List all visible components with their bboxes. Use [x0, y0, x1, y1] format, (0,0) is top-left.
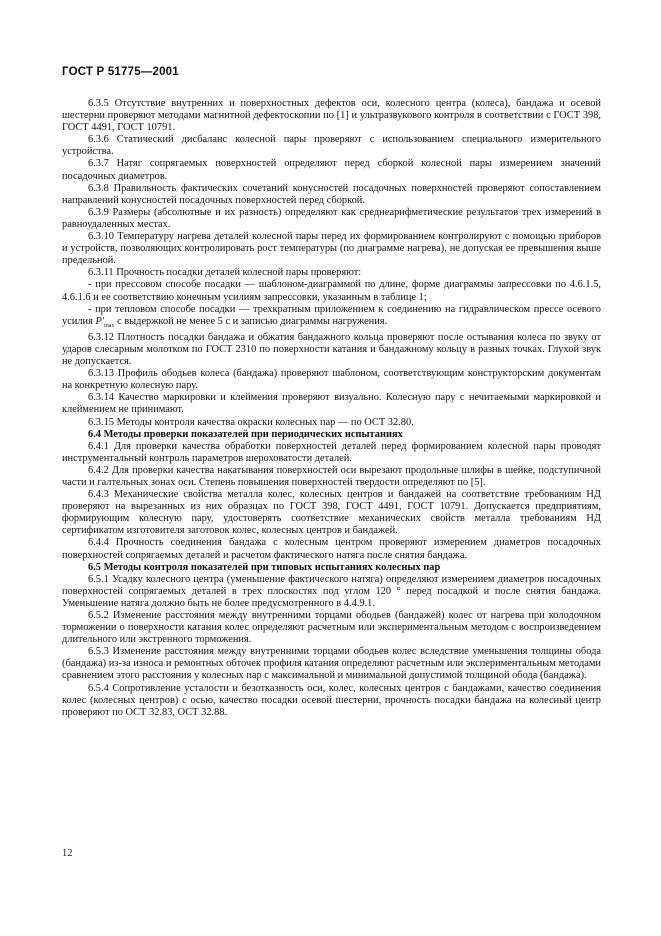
paragraph-6-4-2: 6.4.2 Для проверки качества накатывания поверхностей оси вырезают продольные шлифы в шейке, подступичной части и галтельных зонах оси. Степень повышения поверхностей твердости определяют по [5].: [62, 464, 601, 488]
force-symbol: [96, 316, 115, 327]
paragraph-6-3-10: 6.3.10 Температуру нагрева деталей колесной пары перед их формированием контролируют с помощью приборов и устройств, позволяющих контролировать рост температуры (по диаграмме нагрева), не допуская ее превышения выше предельной.: [62, 231, 601, 267]
paragraph-6-3-13: 6.3.13 Профиль ободьев колеса (бандажа) проверяют шаблоном, соответствующим конструкторским документам на конкретную колесную пару.: [62, 368, 601, 392]
section-heading-6-4: 6.4 Методы проверки показателей при периодических испытаниях: [88, 428, 403, 440]
paragraph-6-5-3: 6.5.3 Изменение расстояния между внутренними торцами ободьев колес вследствие уменьшения толщины обода (бандажа) из-за износа и ремонтных обточек профиля катания определяют расчетным или экспериментальным методами сравнением этого расстояния у колесных пар с максимальной и минимальной допустимой толщиной обода (бандажа).: [62, 646, 601, 682]
paragraph-6-5-2: 6.5.2 Изменение расстояния между внутренними торцами ободьев (бандажей) колес от нагрева при колодочном торможении о поверхности катания колес определяют расчетным или экспериментальным методом с воспроизведением длительного или экстренного торможения.: [62, 610, 601, 646]
document-header: ГОСТ Р 51775—2001: [62, 66, 179, 78]
paragraph-thermal-fit: [62, 304, 601, 332]
force-symbol-letter: P′: [95, 315, 105, 327]
paragraph-6-3-11: 6.3.11 Прочность посадки деталей колесной пары проверяют:: [88, 267, 362, 279]
force-symbol-subscript: max: [104, 322, 115, 329]
section-heading-6-5: 6.5 Методы контроля показателей при типовых испытаниях колесных пар: [88, 561, 441, 573]
paragraph-6-3-7: 6.3.7 Натяг сопрягаемых поверхностей определяют перед сборкой колесной пары измерением значений посадочных диаметров.: [62, 158, 601, 182]
paragraph-6-5-1: 6.5.1 Усадку колесного центра (уменьшение фактического натяга) определяют измерением диаметров посадочных поверхностей сопрягаемых деталей в трех плоскостях под углом 120 ° перед посадкой и после снятия бандажа. Уменьшение натяга должно быть не более предусмотренного в 4.4.9.1.: [62, 573, 601, 609]
paragraph-6-3-12: 6.3.12 Плотность посадки бандажа и обжатия бандажного кольца проверяют после остывания колеса по звуку от ударов слесарным молотком по ГОСТ 2310 по поверхности катания и бандажному кольцу в разных точках. Глухой звук не допускается.: [62, 331, 601, 368]
thermal-text-before: - при тепловом способе посадки — трехкратным приложением к соединению на гидравлическом прессе осевого усилия: [62, 303, 601, 327]
paragraph-6-3-14: 6.3.14 Качество маркировки и клеймения проверяют визуально. Колесную пару с нечитаемыми маркировкой и клеймением не принимают.: [62, 392, 601, 416]
paragraph-6-4-1: 6.4.1 Для проверки качества обработки поверхностей деталей перед формированием колесной пары проводят инструментальный контроль параметров шероховатости деталей.: [62, 440, 601, 464]
page-number: 12: [62, 848, 73, 859]
paragraph-6-4-3: 6.4.3 Механические свойства металла колес, колесных центров и бандажей на соответствие требованиям НД проверяют на вырезанных из них образцах по ГОСТ 398, ГОСТ 4491, ГОСТ 10791. Допускается предприятиям, формирующим колесную пару, удостоверять соответствие механических свойств металла требованиям НД сертификатом изготовителя заготовок колес, колесных центров и бандажей.: [62, 489, 601, 537]
paragraph-6-5-4: 6.5.4 Сопротивление усталости и безотказность оси, колес, колесных центров с бандажами, качество соединения колес (колесных центров) с осью, качество посадки осевой шестерни, прочность посадки бандажа на колесный центр проверяют по ОСТ 32.83, ОСТ 32.88.: [62, 682, 601, 718]
thermal-text-after: с выдержкой не менее 5 с и записью диаграммы нагружения.: [114, 315, 388, 327]
paragraph-6-3-9: 6.3.9 Размеры (абсолютные и их разность) определяют как среднеарифметические результатов трех измерений в равноудаленных местах.: [62, 206, 601, 230]
paragraph-press-fit: - при прессовом способе посадки — шаблоном-диаграммой по длине, форме диаграммы запрессовки по 4.6.1.5, 4.6.1.6 и ее соответствию конечным усилиям запрессовки, указанным в таблице 1;: [62, 279, 601, 303]
paragraph-6-3-8: 6.3.8 Правильность фактических сочетаний конусностей посадочных поверхностей проверяют сопоставлением направлений конусностей посадочных поверхностей перед сборкой.: [62, 182, 601, 206]
document-body: [62, 98, 601, 719]
paragraph-6-4-4: 6.4.4 Прочность соединения бандажа с колесным центром проверяют измерением диаметров посадочных поверхностей сопрягаемых деталей и расчетом фактического натяга после снятия бандажа.: [62, 537, 601, 561]
paragraph-6-3-6: 6.3.6 Статический дисбаланс колесной пары проверяют с использованием специального измерительного устройства.: [62, 134, 601, 158]
paragraph-6-3-5: 6.3.5 Отсутствие внутренних и поверхностных дефектов оси, колесного центра (колеса), бандажа и осевой шестерни проверяют методами магнитной дефектоскопии по [1] и ультразвукового контроля в соответствии с ГОСТ 398, ГОСТ 4491, ГОСТ 10791.: [62, 98, 601, 134]
paragraph-6-3-15: 6.3.15 Методы контроля качества окраски колесных пар — по ОСТ 32.80.: [88, 416, 414, 428]
